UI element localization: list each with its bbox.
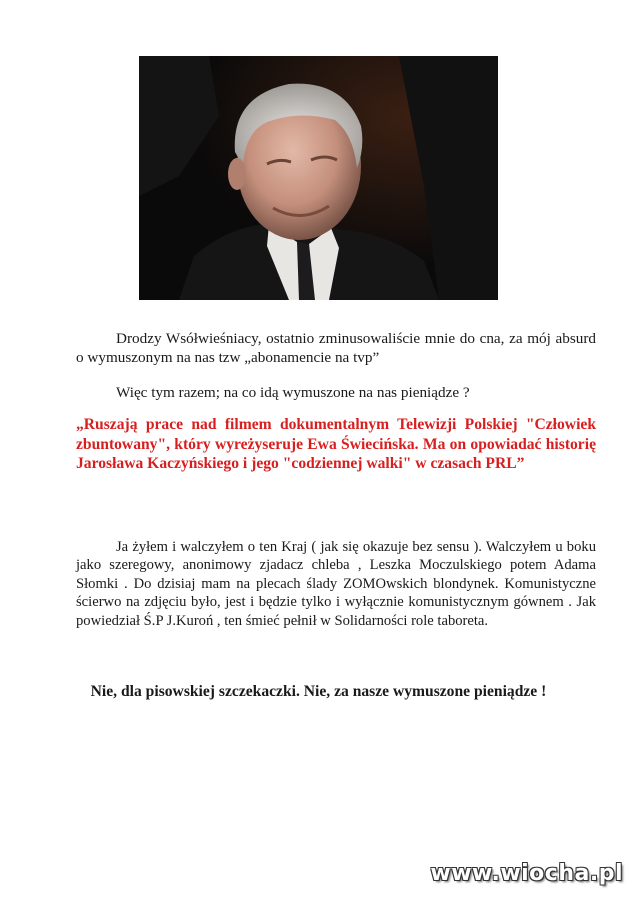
quoted-news-paragraph: „Ruszają prace nad filmem dokumentalnym Telewizji Polskiej "Człowiek zbuntowany", który wyreżyseruje Ewa Świecińska. Ma on opowiadać historię Jarosława Kaczyńskiego i jego "codziennej walki" w czasach PRL”: [76, 416, 596, 473]
personal-story-paragraph: Ja żyłem i walczyłem o ten Kraj ( jak się okazuje bez sensu ). Walczyłem u boku jako szeregowy, anonimowy zjadacz chleba , Leszka Moczulskiego potem Adama Słomki . Do dzisiaj mam na plecach ślady ZOMOwskich blondynek. Komunistyczne ścierwo na zdjęciu było, jest i będzie tylko i wyłącznie komunistycznym gównem . Jak powiedział Ś.P J.Kuroń , ten śmieć pełnił w Solidarności role taboreta.: [76, 539, 596, 629]
closing-statement: Nie, dla pisowskiej szczekaczki. Nie, za nasze wymuszone pieniądze !: [90, 683, 547, 700]
site-watermark: www.wiocha.pl: [430, 861, 623, 886]
portrait-photo: [139, 56, 498, 300]
question-paragraph: Więc tym razem; na co idą wymuszone na nas pieniądze ?: [116, 384, 470, 401]
intro-paragraph: Drodzy Wsółwieśniacy, ostatnio zminusowaliście mnie do cna, za mój absurd o wymuszonym na nas tzw „abonamencie na tvp”: [76, 330, 596, 366]
